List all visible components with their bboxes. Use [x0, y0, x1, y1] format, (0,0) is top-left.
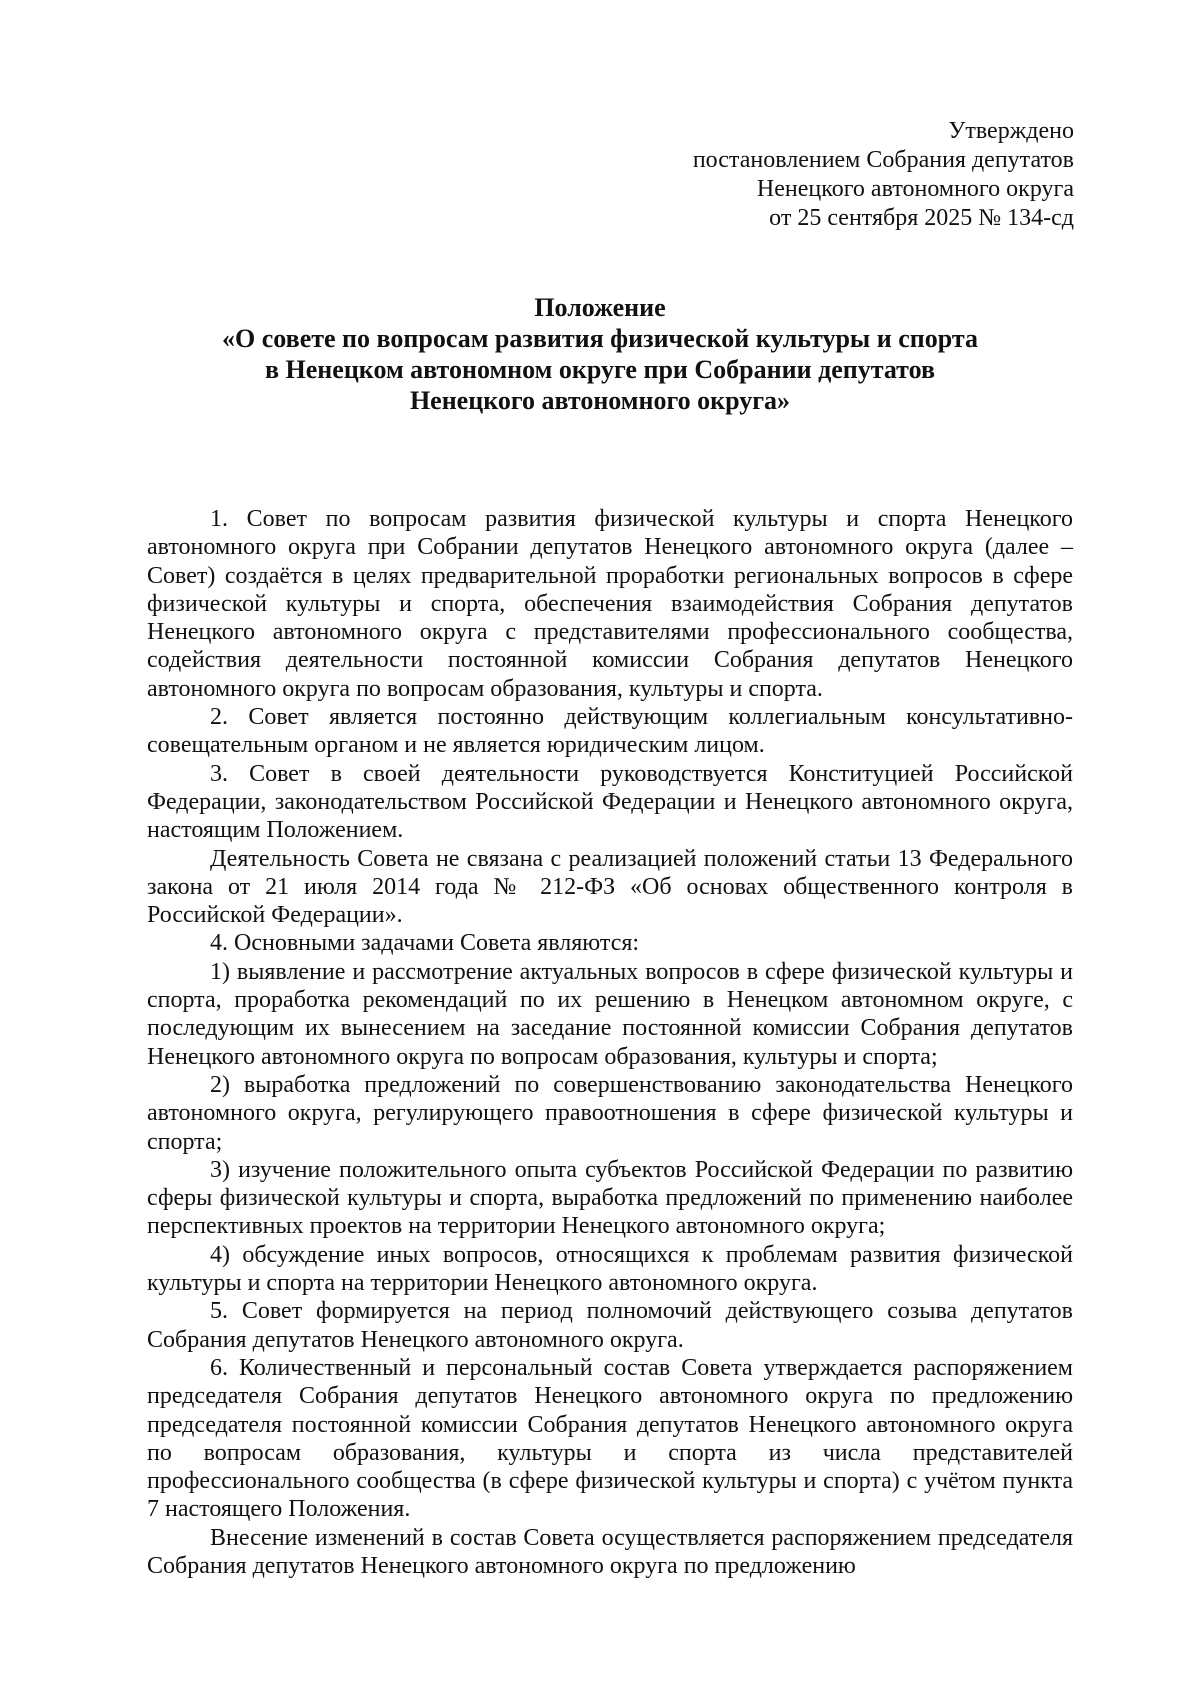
approval-line: Ненецкого автономного округа [756, 176, 1074, 202]
paragraph-4-item-1: 1) выявление и рассмотрение актуальных вопросов в сфере физической культуры и спорта, проработка рекомендаций по их решению в Ненецком автономном округе, с последующим их вынесением на заседание постоянной комиссии Собрания депутатов Ненецкого автономного округа по вопросам образования, культуры и спорта; [147, 958, 1073, 1070]
title-line: Положение [534, 293, 666, 322]
paragraph-2: 2. Совет является постоянно действующим коллегиальным консультативно-совещательным органом и не является юридическим лицом. [147, 704, 1073, 759]
paragraph-6: 6. Количественный и персональный состав Совета утверждается распоряжением председателя Собрания депутатов Ненецкого автономного округа по предложению председателя постоянной комиссии Собрания депутатов Ненецкого автономного округа по вопросам образования, культуры и спорта из числа представителей профессионального сообщества (в сфере физической культуры и спорта) с учётом пункта 7 настоящего Положения. [147, 1354, 1073, 1523]
paragraph-6-note: Внесение изменений в состав Совета осуществляется распоряжением председателя Собрания депутатов Ненецкого автономного округа по предложению [147, 1524, 1073, 1579]
title-line: в Ненецком автономном округе при Собрании депутатов [265, 355, 935, 384]
title-line: «О совете по вопросам развития физической культуры и спорта [222, 324, 978, 353]
paragraph-3-note: Деятельность Совета не связана с реализацией положений статьи 13 Федерального закона от 21 июля 2014 года № 212-ФЗ «Об основах общественного контроля в Российской Федерации». [147, 845, 1073, 929]
approval-line: Утверждено [948, 118, 1074, 144]
approval-line: постановлением Собрания депутатов [692, 147, 1074, 173]
paragraph-3: 3. Совет в своей деятельности руководствуется Конституцией Российской Федерации, законодательством Российской Федерации и Ненецкого автономного округа, настоящим Положением. [147, 760, 1073, 844]
document-body [147, 505, 1073, 1580]
paragraph-4-item-4: 4) обсуждение иных вопросов, относящихся к проблемам развития физической культуры и спорта на территории Ненецкого автономного округа. [147, 1241, 1073, 1297]
paragraph-1: 1. Совет по вопросам развития физической культуры и спорта Ненецкого автономного округа при Собрании депутатов Ненецкого автономного округа (далее – Совет) создаётся в целях предварительной проработки региональных вопросов в сфере физической культуры и спорта, обеспечения взаимодействия Собрания депутатов Ненецкого автономного округа с представителями профессионального сообщества, содействия деятельности постоянной комиссии Собрания депутатов Ненецкого автономного округа по вопросам образования, культуры и спорта. [147, 506, 1073, 702]
approval-stamp [693, 117, 1074, 233]
paragraph-4-item-2: 2) выработка предложений по совершенствованию законодательства Ненецкого автономного округа, регулирующего правоотношения в сфере физической культуры и спорта; [147, 1071, 1073, 1155]
approval-line: от 25 сентября 2025 № 134-сд [769, 205, 1074, 231]
paragraph-4-item-3: 3) изучение положительного опыта субъектов Российской Федерации по развитию сферы физической культуры и спорта, выработка предложений по применению наиболее перспективных проектов на территории Ненецкого автономного округа; [147, 1156, 1073, 1240]
title-line: Ненецкого автономного округа» [409, 386, 791, 415]
paragraph-4: 4. Основными задачами Совета являются: [210, 930, 640, 957]
document-title [150, 292, 1050, 416]
paragraph-5: 5. Совет формируется на период полномочий действующего созыва депутатов Собрания депутатов Ненецкого автономного округа. [147, 1298, 1073, 1353]
